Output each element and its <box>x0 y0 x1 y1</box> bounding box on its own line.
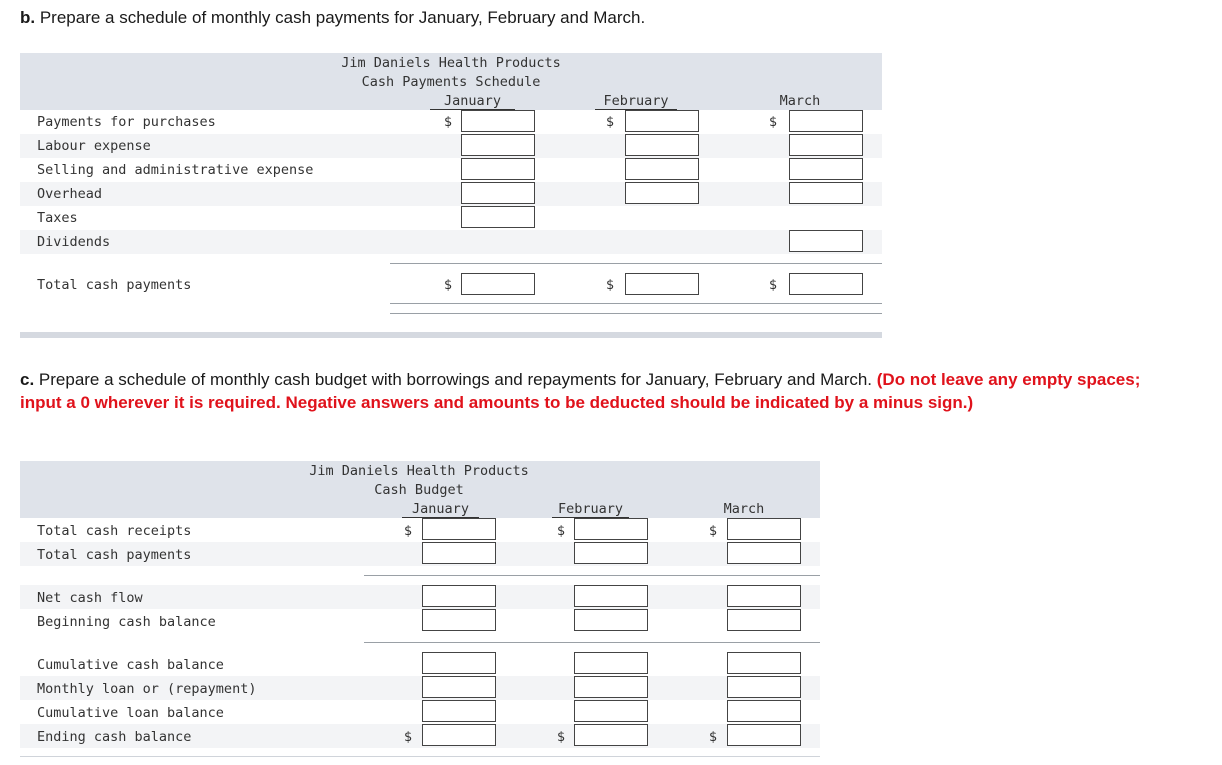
input-beginning-balance-february[interactable] <box>574 609 648 631</box>
input-total-payments-february[interactable] <box>625 273 699 295</box>
input-payments-january[interactable] <box>422 542 496 564</box>
part-c-note: (Do not leave any empty spaces; input a 0 wherever it is required. Negative answers and amounts to be deducted should be indicated by a minus sign.) <box>20 370 1141 412</box>
input-cumulative-cash-february[interactable] <box>574 652 648 674</box>
input-receipts-march[interactable] <box>727 518 801 540</box>
input-cumulative-loan-march[interactable] <box>727 700 801 722</box>
input-beginning-balance-january[interactable] <box>422 609 496 631</box>
part-b-heading <box>20 6 645 29</box>
input-cumulative-cash-january[interactable] <box>422 652 496 674</box>
part-b-letter: b. <box>20 8 36 27</box>
budget-column-header-january: January <box>402 501 479 518</box>
total-double-rule <box>390 303 882 304</box>
row-label-overhead: Overhead <box>37 186 103 202</box>
row-label-beginning-cash-balance: Beginning cash balance <box>37 614 216 630</box>
input-monthly-loan-february[interactable] <box>574 676 648 698</box>
input-receipts-february[interactable] <box>574 518 648 540</box>
input-receipts-january[interactable] <box>422 518 496 540</box>
row-label-labour-expense: Labour expense <box>37 138 151 154</box>
row-label-cumulative-cash-balance: Cumulative cash balance <box>37 657 224 673</box>
currency-symbol: $ <box>443 114 453 130</box>
input-total-payments-january[interactable] <box>461 273 535 295</box>
row-label-selling-admin-expense: Selling and administrative expense <box>37 162 314 178</box>
row-label-cumulative-loan-balance: Cumulative loan balance <box>37 705 224 721</box>
input-payments-february[interactable] <box>574 542 648 564</box>
input-ending-balance-january[interactable] <box>422 724 496 746</box>
input-selling-admin-february[interactable] <box>625 158 699 180</box>
total-double-rule <box>390 313 882 314</box>
input-total-payments-march[interactable] <box>789 273 863 295</box>
bottom-rule <box>20 756 820 757</box>
section-separator <box>20 332 882 338</box>
input-labour-february[interactable] <box>625 134 699 156</box>
currency-symbol: $ <box>605 277 615 293</box>
input-overhead-march[interactable] <box>789 182 863 204</box>
column-header-february: February <box>595 93 677 110</box>
input-selling-admin-january[interactable] <box>461 158 535 180</box>
input-ending-balance-february[interactable] <box>574 724 648 746</box>
currency-symbol: $ <box>768 277 778 293</box>
input-monthly-loan-march[interactable] <box>727 676 801 698</box>
schedule-company-name: Jim Daniels Health Products <box>341 55 561 71</box>
row-label-taxes: Taxes <box>37 210 78 226</box>
input-cumulative-loan-january[interactable] <box>422 700 496 722</box>
currency-symbol: $ <box>556 523 566 539</box>
row-label-payments-for-purchases: Payments for purchases <box>37 114 216 130</box>
part-b-instruction: Prepare a schedule of monthly cash payments for January, February and March. <box>35 8 646 27</box>
input-payments-march[interactable] <box>727 542 801 564</box>
input-selling-admin-march[interactable] <box>789 158 863 180</box>
currency-symbol: $ <box>605 114 615 130</box>
currency-symbol: $ <box>403 523 413 539</box>
input-cumulative-cash-march[interactable] <box>727 652 801 674</box>
part-c-instruction: Prepare a schedule of monthly cash budget with borrowings and repayments for January, February and March. <box>34 370 877 389</box>
row-label-monthly-loan: Monthly loan or (repayment) <box>37 681 257 697</box>
currency-symbol: $ <box>708 523 718 539</box>
column-header-january: January <box>430 93 515 110</box>
currency-symbol: $ <box>403 729 413 745</box>
input-purchases-january[interactable] <box>461 110 535 132</box>
row-label-ending-cash-balance: Ending cash balance <box>37 729 192 745</box>
currency-symbol: $ <box>708 729 718 745</box>
input-purchases-march[interactable] <box>789 110 863 132</box>
part-c-letter: c. <box>20 370 35 389</box>
input-beginning-balance-march[interactable] <box>727 609 801 631</box>
input-purchases-february[interactable] <box>625 110 699 132</box>
subtotal-rule <box>390 263 882 264</box>
input-net-flow-february[interactable] <box>574 585 648 607</box>
row-label-net-cash-flow: Net cash flow <box>37 590 143 606</box>
input-net-flow-january[interactable] <box>422 585 496 607</box>
input-overhead-february[interactable] <box>625 182 699 204</box>
schedule-title: Cash Payments Schedule <box>361 74 541 90</box>
budget-title: Cash Budget <box>374 482 464 498</box>
input-monthly-loan-january[interactable] <box>422 676 496 698</box>
row-stripe <box>20 182 882 206</box>
currency-symbol: $ <box>443 277 453 293</box>
row-label-dividends: Dividends <box>37 234 111 250</box>
input-taxes-january[interactable] <box>461 206 535 228</box>
row-label-total-cash-payments: Total cash payments <box>37 547 192 563</box>
input-labour-march[interactable] <box>789 134 863 156</box>
input-net-flow-march[interactable] <box>727 585 801 607</box>
row-stripe <box>20 230 882 254</box>
part-c-heading <box>20 368 1185 414</box>
input-dividends-march[interactable] <box>789 230 863 252</box>
input-overhead-january[interactable] <box>461 182 535 204</box>
input-ending-balance-march[interactable] <box>727 724 801 746</box>
input-labour-january[interactable] <box>461 134 535 156</box>
subtotal-rule <box>364 642 820 643</box>
currency-symbol: $ <box>768 114 778 130</box>
input-cumulative-loan-february[interactable] <box>574 700 648 722</box>
row-label-total-cash-payments: Total cash payments <box>37 277 192 293</box>
currency-symbol: $ <box>556 729 566 745</box>
budget-company-name: Jim Daniels Health Products <box>309 463 529 479</box>
subtotal-rule <box>364 575 820 576</box>
budget-column-header-march: March <box>723 501 765 517</box>
row-label-total-cash-receipts: Total cash receipts <box>37 523 192 539</box>
column-header-march: March <box>779 93 821 109</box>
budget-column-header-february: February <box>552 501 629 518</box>
